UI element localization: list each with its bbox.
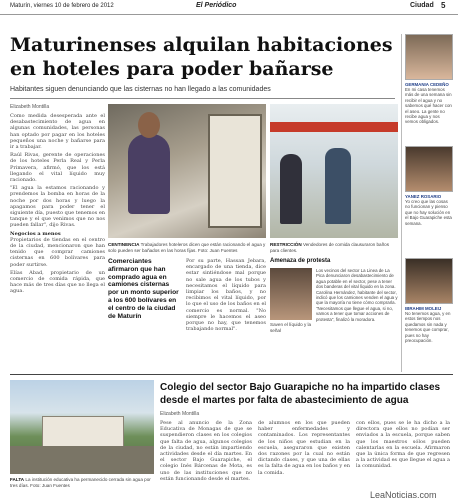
caption-label: CENTINENCIA [108,242,140,247]
paragraph: Elías Abad, propietario de un comercio de comida rápida, que hace más de tres días que no llega el agua. [10,269,105,295]
sidebar-entry [405,258,453,343]
school-building [42,416,124,448]
street [10,446,154,474]
photo-hotel-worker [108,104,266,238]
person-quote: En mi casa tenemos más de una semana sin recibir el agua y no sabemos qué hacer con el aseo. La gente no recibe agua y nos vemos obligados. [405,87,452,125]
portrait-photo [405,34,453,80]
photo-school [10,380,154,474]
pull-quote: Comerciantes afirmaron que han comprado agua en camiones cisternas por un monto superior a los 600 bolívares en el centro de la ciudad de Maturín [108,258,179,320]
story-separator [10,374,453,375]
subheading: Negocios a menos [10,230,61,237]
sidebar-entry [405,34,453,125]
story1-column-3: Por su parte, Hassan Jebara, encargado de una tienda, dice estar sintiéndose mal porque no sale agua de los tubos y necesitamos el líquido para limpiar los baños, y no recibimos el vital líquido, por lo que el uso de los baños en el comercio es normal. "No siempre le hacemos el aseo porque no hay, que tenemos trabajando normal". [186,258,266,333]
portrait-photo [405,258,453,304]
person-name: YANEZ ROSARIO [405,194,442,199]
caption-label: RESTRICCIÓN [270,242,302,247]
sidebar-entry [405,146,453,226]
page-number: 5 [441,1,446,10]
caption-text: Trabajadores hoteleros dicen que están racionando el agua y solo pueden ser bañados en las horas fijas. Foto: Juan Fuentes [108,242,266,253]
story1-column-1 [10,104,105,295]
photo-protester [270,268,312,320]
photo-restaurant [270,104,398,238]
photo-caption [10,477,154,488]
paragraph: Raúl Rivas, gerente de operaciones de los hoteles Perla Real y Perla Primavera, afirmó, que los está llegando el vital líquido muy racionado. [10,152,105,184]
caption-text: La institución educativa ha permanecido cerrada sin agua por tres días. Foto: Juan Fuentes [10,477,151,488]
caption-label: FALTA [10,477,25,482]
sidebar-quotes [405,34,453,344]
sidebar-divider [401,34,402,372]
shop-awning [270,122,398,132]
person-name: GERMANIA CEDEÑO [405,82,449,87]
portrait-photo [405,146,453,192]
person-quote: No tenemos agua, y en estos tiempos nos quedamos sin nada y tenemos que comprar, pues no hay preocupación. [405,311,451,344]
caption-text: Vendedores de comida clausuraron baños para clientes. [270,242,390,253]
person-figure [325,148,351,224]
photo-caption: Saven el líquido y la señal [270,322,312,333]
page-header [0,0,458,15]
person-name: IBRAHIM MOLEIJ [405,306,442,311]
site-watermark: LeaNoticias.com [370,490,437,500]
paragraph: Propietarios de tiendas en el centro de la ciudad, mencionaron que han tenido que comprar camiones cisternas en 600 bolívares para poder surtirse. [10,236,105,268]
story2-column-3: con ellos, pues se le ha dicho a la directora que ellos no podían ser enviados a la escuela, porque saben que los maestros sólos pueden calentarlas en la escuela. Afirmaron que la única forma de que regresen a la actividad es que llegue el agua a la comunidad. [356,420,450,470]
photo-caption [108,242,266,253]
byline: Elizabeth Montilla [10,104,50,110]
person-head [138,112,160,138]
second-headline: Colegio del sector Bajo Guarapiche no ha impartido clases desde el martes por falta de abastecimiento de agua [160,382,441,406]
window-grate [208,114,262,228]
story2-column-2: de alumnos en los que pueden haber enfermedades y contaminados. Los representantes de los niños que estudian en la escuela, aseguraron que existen dos razones por la cual no están dictando clases, y que una de ellas es la falta de agua en los baños y en la comida. [258,420,350,476]
main-headline: Maturinenses alquilan habitaciones en hoteles para poder bañarse [10,34,393,80]
person-figure [128,134,170,214]
brand-logo: El Periódico [196,2,237,9]
person-quote: Yo creo que las cosas no funcionan y pienso que no hay solución en el Bajo Guarapiche esta semana. [405,199,452,226]
protest-box [270,258,398,333]
box-text: Los vecinos del sector La Linea de La Pica denunciaron desabastecimiento de agua potable en el sector, pese a tener dos banderas del vital líquido en la zona. Carolina Hernández, habitante del sector, indicó que los camiones venden el agua y que la mayoría no tiene cómo comprarla. "Necesitamos que llegue el agua, si no, vamos a tener que tomar acciones de protesta", finalizó la moradora. [316,268,398,322]
story2-column-1: Pese al anuncio de la Zona Educativa de Monagas de que se suspendieron clases en los colegios que falta de agua, algunos colegios de la ciudad, no están impartiendo actividades desde el día martes. En el sector Bajo Guarapiche, el colegio Inés Bárcenas de Mota, es uno de las instituciones que no están funcionando desde el martes. [160,420,252,482]
paragraph: "El agua la estamos racionando y prendemos la bomba en horas de la noche por dos horas y luego la apagamos para poder tener el siguiente día, puesto que tenemos en tanque y el que venimos que no nos pueden fallar", dijo Rivas. [10,185,105,229]
person-figure [280,154,302,224]
section-name: Ciudad [410,2,434,9]
box-title: Amenaza de protesta [270,258,331,264]
paragraph: Como medida desesperada ante el desabastecimiento de agua en algunas comunidades, las personas han optado por pagar en los hoteles pequeños una noche y bañarse para ir a trabajar. [10,113,105,151]
main-deck: Habitantes siguen denunciando que las cisternas no han llegado a las comunidades [10,86,271,93]
photo-caption [270,242,398,253]
byline: Elizabeth Montilla [160,411,200,417]
dateline: Maturín, viernes 10 de febrero de 2012 [10,3,114,9]
divider [10,98,395,99]
